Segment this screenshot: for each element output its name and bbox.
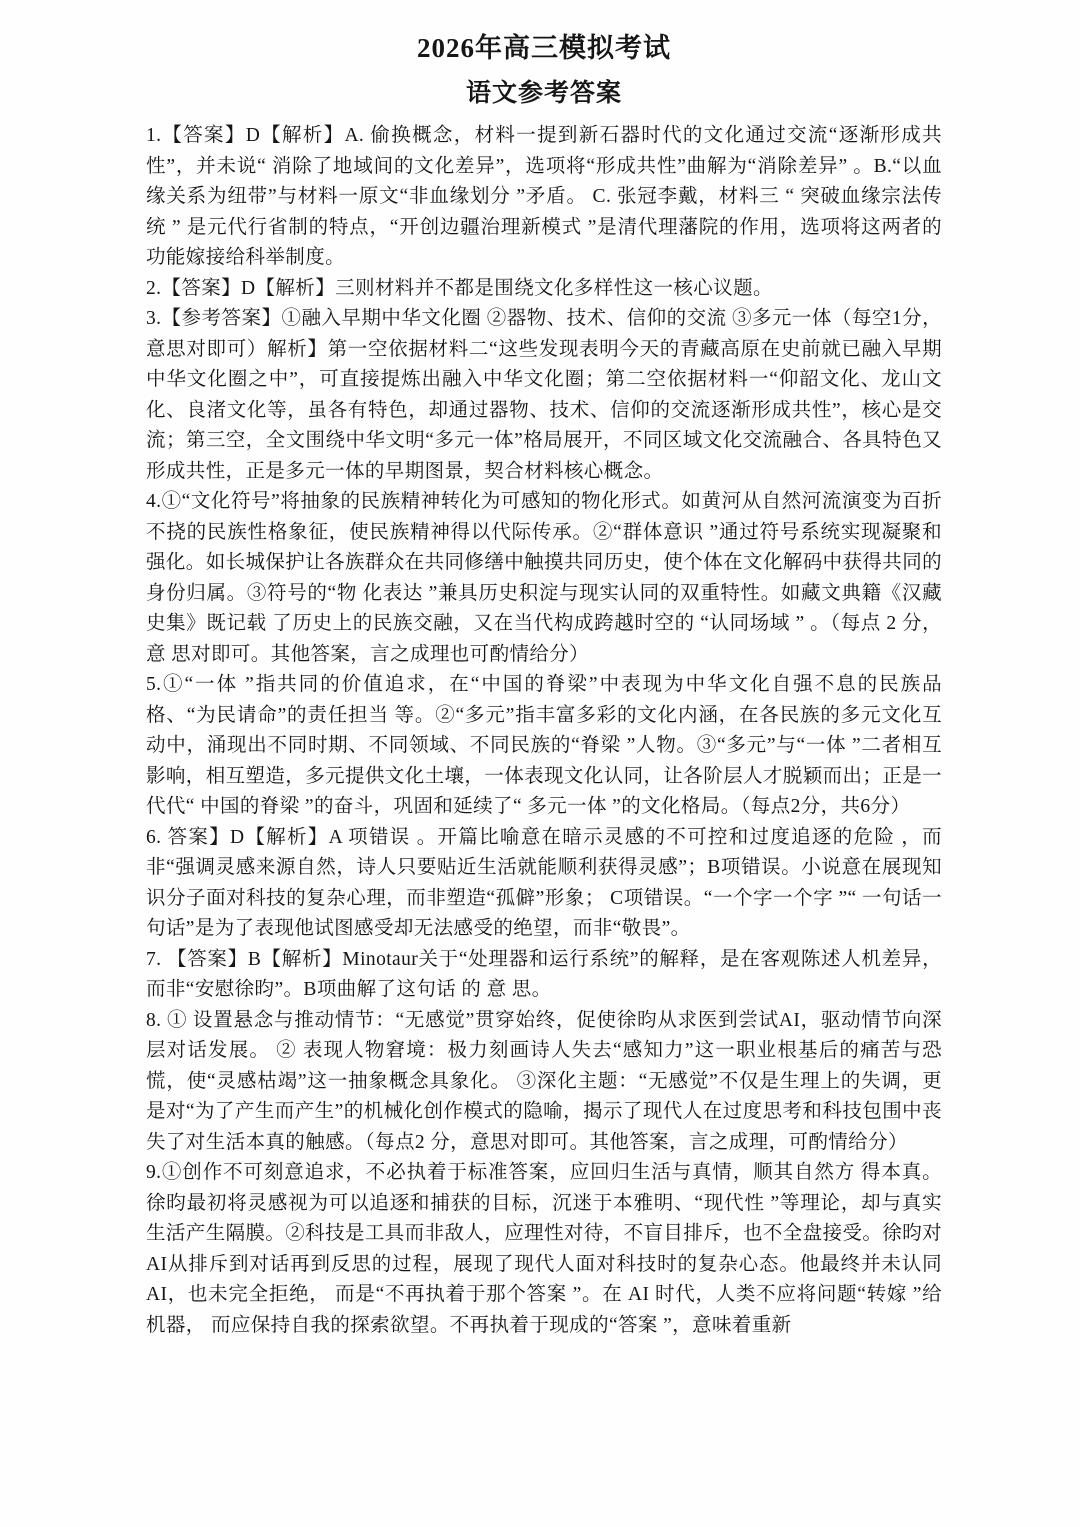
document-subtitle: 语文参考答案 [465,80,622,107]
answer-paragraph-3: 3.【参考答案】①融入早期中华文化圈 ②器物、技术、信仰的交流 ③多元一体（每空1分，意思对即可）解析】第一空依据材料二“这些发现表明今天的青藏高原在史前就已融入早期中华文化圈之中”，可直接提炼出融入中华文化圈；第二空依据材料一“仰韶文化、龙山文化、良渚文化等，虽各有特色，却通过器物、技术、信仰的交流逐渐形成共性”，核心是交流；第三空，全文围绕中华文明“多元一体”格局展开，不同区域文化交流融合、各具特色又形成共性，正是多元一体的早期图景，契合材料核心概念。 [146,308,942,482]
answers-body [146,121,942,1341]
answer-paragraph-7: 7. 【答案】B【解析】Minotaur关于“处理器和运行系统”的解释，是在客观陈述人机差异，而非“安慰徐昀”。B项曲解了这句话 的 意 思。 [146,948,942,1000]
answer-paragraph-8: 8. ① 设置悬念与推动情节：“无感觉”贯穿始终，促使徐昀从求医到尝试AI，驱动情节向深层对话发展。 ② 表现人物窘境：极力刻画诗人失去“感知力”这一职业根基后的痛苦与恐慌，使“灵感枯竭”这一抽象概念具象化。 ③深化主题：“无感觉”不仅是生理上的失调，更是对“为了产生而产生”的机械化创作模式的隐喻，揭示了现代人在过度思考和科技包围中丧失了对生活本真的触感。（每点2 分，意思对即可。其他答案，言之成理，可酌情给分） [146,1009,942,1153]
answer-paragraph-6: 6. 答案】D【解析】A 项错误 。开篇比喻意在暗示灵感的不可控和过度追逐的危险 ，而非“强调灵感来源自然，诗人只要贴近生活就能顺利获得灵感”；B项错误。小说意在展现知识分子面对科技的复杂心理，而非塑造“孤僻”形象； C项错误。“一个字一个字 ”“ 一句话一句话”是为了表现他试图感受却无法感受的绝望，而非“敬畏”。 [146,826,942,939]
answer-paragraph-1: 1.【答案】D【解析】A. 偷换概念，材料一提到新石器时代的文化通过交流“逐渐形成共性”，并未说“ 消除了地域间的文化差异”，选项将“形成共性”曲解为“消除差异” 。B.“以血缘关系为纽带”与材料一原文“非血缘划分 ”矛盾。 C. 张冠李戴，材料三 “ 突破血缘宗法传统 ” 是元代行省制的特点，“开创边疆治理新模式 ”是清代理藩院的作用，选项将这两者的功能嫁接给科举制度。 [146,125,942,268]
document-title: 2026年高三模拟考试 [417,33,671,63]
answer-paragraph-2: 2.【答案】D【解析】三则材料并不都是围绕文化多样性这一核心议题。 [146,277,773,299]
answer-paragraph-4: 4.①“文化符号”将抽象的民族精神转化为可感知的物化形式。如黄河从自然河流演变为百折不挠的民族性格象征，使民族精神得以代际传承。②“群体意识 ”通过符号系统实现凝聚和强化。如长城保护让各族群众在共同修缮中触摸共同历史，使个体在文化解码中获得共同的身份归属。③符号的“物 化表达 ”兼具历史积淀与现实认同的双重特性。如藏文典籍《汉藏史集》既记载 了历史上的民族交融，又在当代构成跨越时空的 “认同场域 ” 。（每点 2 分，意 思对即可。其他答案，言之成理也可酌情给分） [146,491,943,665]
answer-paragraph-9: 9.①创作不可刻意追求，不必执着于标准答案，应回归生活与真情，顺其自然方 得本真。徐昀最初将灵感视为可以追逐和捕获的目标，沉迷于本雅明、“现代性 ”等理论，却与真实生活产生隔膜。②科技是工具而非敌人，应理性对待，不盲目排斥，也不全盘接受。徐昀对AI从排斥到对话再到反思的过程，展现了现代人面对科技时的复杂心态。他最终并未认同AI，也未完全拒绝， 而是“不再执着于那个答案 ”。在 AI 时代，人类不应将问题“转嫁 ”给机器， 而应保持自我的探索欲望。不再执着于现成的“答案 ”，意味着重新 [146,1162,943,1336]
answer-paragraph-5: 5.①“一体 ”指共同的价值追求，在“中国的脊梁”中表现为中华文化自强不息的民族品格、“为民请命”的责任担当 等。②“多元”指丰富多彩的文化内涵，在各民族的多元文化互动中，涌现出不同时期、不同领域、不同民族的“脊梁 ”人物。③“多元”与“一体 ”二者相互影响，相互塑造，多元提供文化土壤，一体表现文化认同，让各阶层人才脱颖而出；正是一代代“ 中国的脊梁 ”的奋斗，巩固和延续了“ 多元一体 ”的文化格局。（每点2分，共6分） [146,674,943,817]
